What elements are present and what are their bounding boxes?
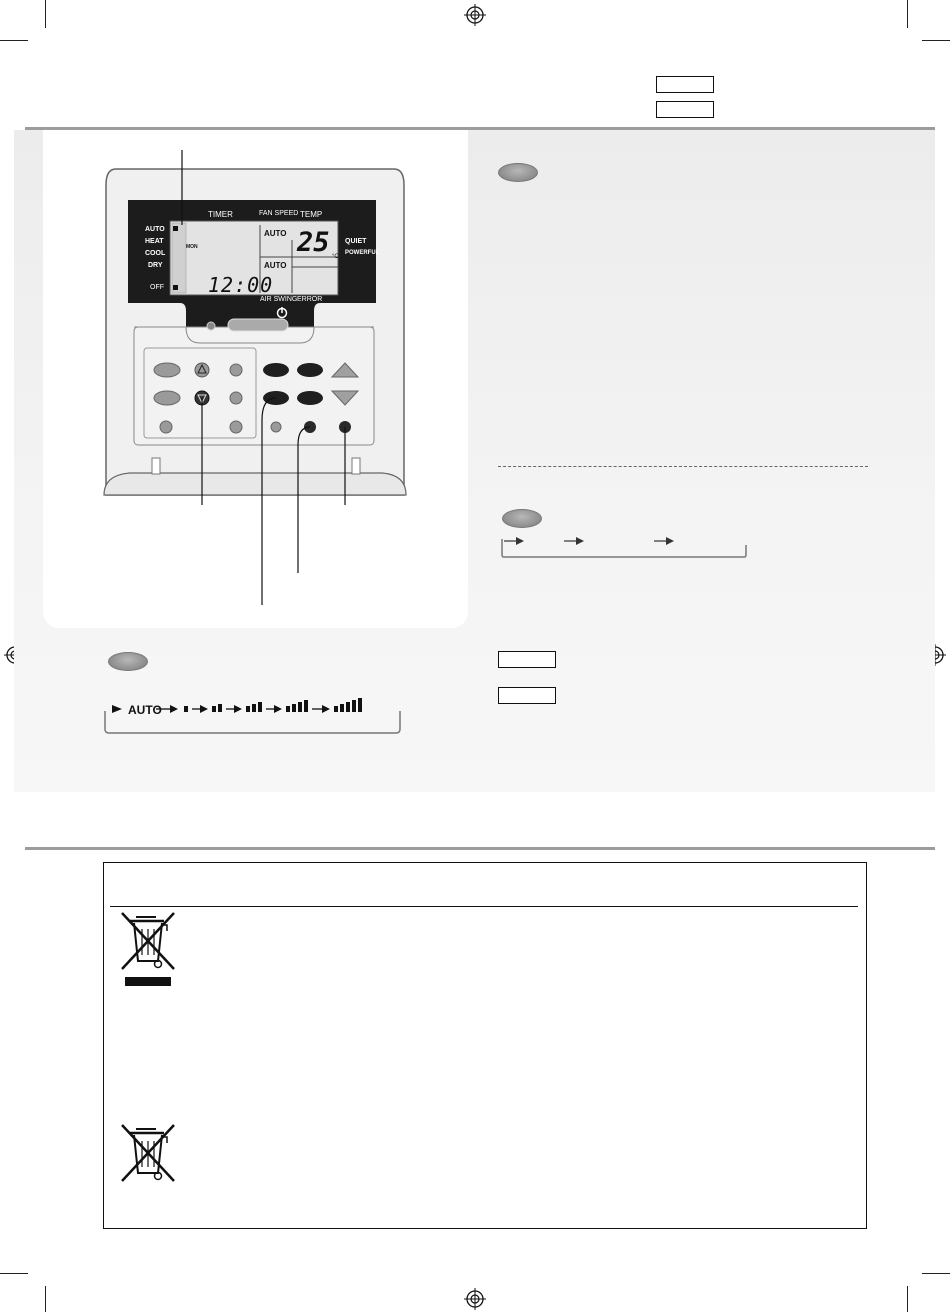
fan-sequence-auto: AUTO (128, 703, 162, 717)
lcd-fan-mode: AUTO (264, 229, 287, 238)
timer-label: TIMER (208, 210, 233, 219)
registration-mark-icon (464, 4, 486, 26)
lcd-clock: 12:00 (208, 273, 274, 297)
quiet-label: QUIET (345, 238, 367, 245)
mode-off: OFF (150, 284, 164, 291)
crop-mark (907, 0, 908, 28)
section-rule (25, 847, 935, 850)
label-box (498, 651, 556, 668)
mode-cool: COOL (145, 250, 166, 257)
error-label: ERROR (297, 296, 323, 303)
function-button-icon (498, 163, 538, 182)
label-box (656, 76, 714, 93)
crop-mark (0, 1273, 28, 1274)
label-box (498, 687, 556, 704)
powerful-label: POWERFUL (345, 250, 380, 256)
mode-auto: AUTO (145, 226, 165, 233)
lcd-temp-unit: °C (332, 254, 339, 260)
lcd-day: MON (186, 244, 198, 250)
crossed-wheelie-bin-icon (118, 1123, 178, 1183)
registration-mark-icon (464, 1288, 486, 1310)
disposal-header-rule (110, 906, 858, 907)
label-box (656, 101, 714, 118)
disposal-info-box (103, 862, 867, 1229)
lcd-swing-mode: AUTO (264, 261, 287, 270)
mode-dry: DRY (148, 262, 163, 269)
crop-mark (922, 1273, 950, 1274)
function-button-icon (502, 509, 542, 528)
crop-mark (45, 1286, 46, 1312)
air-swing-label: AIR SWING (260, 296, 298, 303)
temp-label: TEMP (300, 210, 323, 219)
fan-speed-label: FAN SPEED (259, 210, 299, 217)
crossed-wheelie-bin-icon (118, 911, 178, 989)
lcd-temperature: 25 (297, 227, 330, 258)
crop-mark (922, 40, 950, 41)
section-divider (498, 466, 868, 467)
crop-mark (907, 1286, 908, 1312)
crop-mark (0, 40, 28, 41)
fan-speed-button-icon (108, 652, 148, 671)
mode-heat: HEAT (145, 238, 164, 245)
mode-sequence-diagram (498, 533, 750, 559)
crop-mark (45, 0, 46, 28)
remote-controller-illustration (100, 145, 410, 615)
